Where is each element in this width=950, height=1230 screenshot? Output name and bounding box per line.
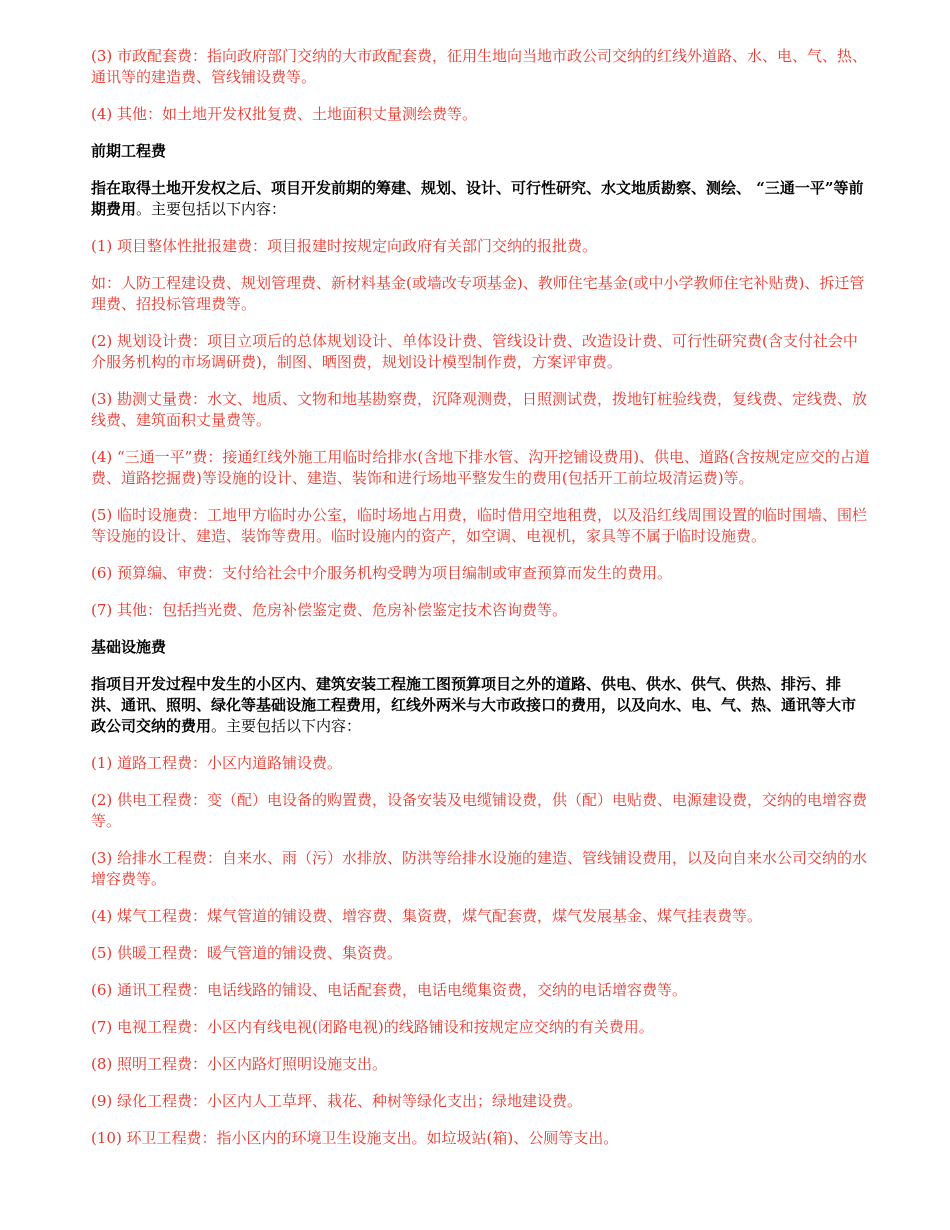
preliminary-item: (4) “三通一平”费：接通红线外施工用临时给排水(含地下排水管、沟开挖铺设费用)、供电、道路(含按规定应交的占道费、道路挖掘费)等设施的设计、建造、装饰和进行场地平整发生的费用(包括开工前垃圾清运费)等。 bbox=[91, 448, 870, 487]
preliminary-intro-tail: 。主要包括以下内容： bbox=[136, 200, 287, 218]
infrastructure-intro-bold: 指项目开发过程中发生的小区内、建筑安装工程施工图预算项目之外的道路、供电、供水、供气、供热、排污、排洪、通讯、照明、绿化等基础设施工程费用，红线外两米与大市政接口的费用，以及向水、电、气、热、通讯等大市政公司交纳的费用 bbox=[91, 675, 857, 735]
infrastructure-item: (1) 道路工程费：小区内道路铺设费。 bbox=[91, 754, 343, 772]
infrastructure-item: (5) 供暖工程费：暖气管道的铺设费、集资费。 bbox=[91, 944, 403, 962]
infrastructure-item: (10) 环卫工程费：指小区内的环境卫生设施支出。如垃圾站(箱)、公厕等支出。 bbox=[91, 1129, 619, 1147]
infrastructure-item: (9) 绿化工程费：小区内人工草坪、栽花、种树等绿化支出；绿地建设费。 bbox=[91, 1092, 583, 1110]
preliminary-intro-bold: 指在取得土地开发权之后、项目开发前期的筹建、规划、设计、可行性研究、水文地质勘察、测绘、 “三通一平”等前期费用 bbox=[91, 179, 864, 218]
preliminary-intro bbox=[91, 178, 870, 220]
infrastructure-item: (4) 煤气工程费：煤气管道的铺设费、增容费、集资费，煤气配套费，煤气发展基金、煤气挂表费等。 bbox=[91, 907, 763, 925]
infrastructure-heading: 基础设施费 bbox=[91, 638, 167, 656]
preliminary-item: (7) 其他：包括挡光费、危房补偿鉴定费、危房补偿鉴定技术咨询费等。 bbox=[91, 601, 568, 619]
infrastructure-intro-tail: 。主要包括以下内容： bbox=[211, 717, 362, 735]
preliminary-item: (6) 预算编、审费：支付给社会中介服务机构受聘为项目编制或审查预算而发生的费用。 bbox=[91, 564, 673, 582]
other-land-fee-item: (4) 其他：如土地开发权批复费、土地面积丈量测绘费等。 bbox=[91, 105, 478, 123]
infrastructure-item: (8) 照明工程费：小区内路灯照明设施支出。 bbox=[91, 1055, 388, 1073]
preliminary-item: 如：人防工程建设费、规划管理费、新材料基金(或墙改专项基金)、教师住宅基金(或中小学教师住宅补贴费)、拆迁管理费、招投标管理费等。 bbox=[91, 274, 865, 313]
infrastructure-item: (3) 给排水工程费：自来水、雨（污）水排放、防洪等给排水设施的建造、管线铺设费用，以及向自来水公司交纳的水增容费等。 bbox=[91, 849, 868, 888]
preliminary-item: (2) 规划设计费：项目立项后的总体规划设计、单体设计费、管线设计费、改造设计费、可行性研究费(含支付社会中介服务机构的市场调研费)，制图、晒图费，规划设计模型制作费，方案评审费。 bbox=[91, 332, 858, 371]
preliminary-item: (3) 勘测丈量费：水文、地质、文物和地基勘察费，沉降观测费，日照测试费，拨地钉桩验线费，复线费、定线费、放线费、建筑面积丈量费等。 bbox=[91, 390, 868, 429]
municipal-fee-item: (3) 市政配套费：指向政府部门交纳的大市政配套费，征用生地向当地市政公司交纳的红线外道路、水、电、气、热、通讯等的建造费、管线铺设费等。 bbox=[91, 47, 868, 86]
infrastructure-item: (7) 电视工程费：小区内有线电视(闭路电视)的线路铺设和按规定应交纳的有关费用。 bbox=[91, 1018, 654, 1036]
preliminary-item: (5) 临时设施费：工地甲方临时办公室，临时场地占用费，临时借用空地租费，以及沿红线周围设置的临时围墙、围栏等设施的设计、建造、装饰等费用。临时设施内的资产，如空调、电视机，家具等不属于临时设施费。 bbox=[91, 506, 868, 545]
preliminary-item: (1) 项目整体性批报建费：项目报建时按规定向政府有关部门交纳的报批费。 bbox=[91, 237, 598, 255]
preliminary-heading: 前期工程费 bbox=[91, 142, 167, 160]
infrastructure-item: (2) 供电工程费：变（配）电设备的购置费，设备安装及电缆铺设费，供（配）电贴费、电源建设费，交纳的电增容费等。 bbox=[91, 791, 868, 830]
infrastructure-item: (6) 通讯工程费：电话线路的铺设、电话配套费，电话电缆集资费，交纳的电话增容费等。 bbox=[91, 981, 688, 999]
infrastructure-intro bbox=[91, 674, 870, 737]
